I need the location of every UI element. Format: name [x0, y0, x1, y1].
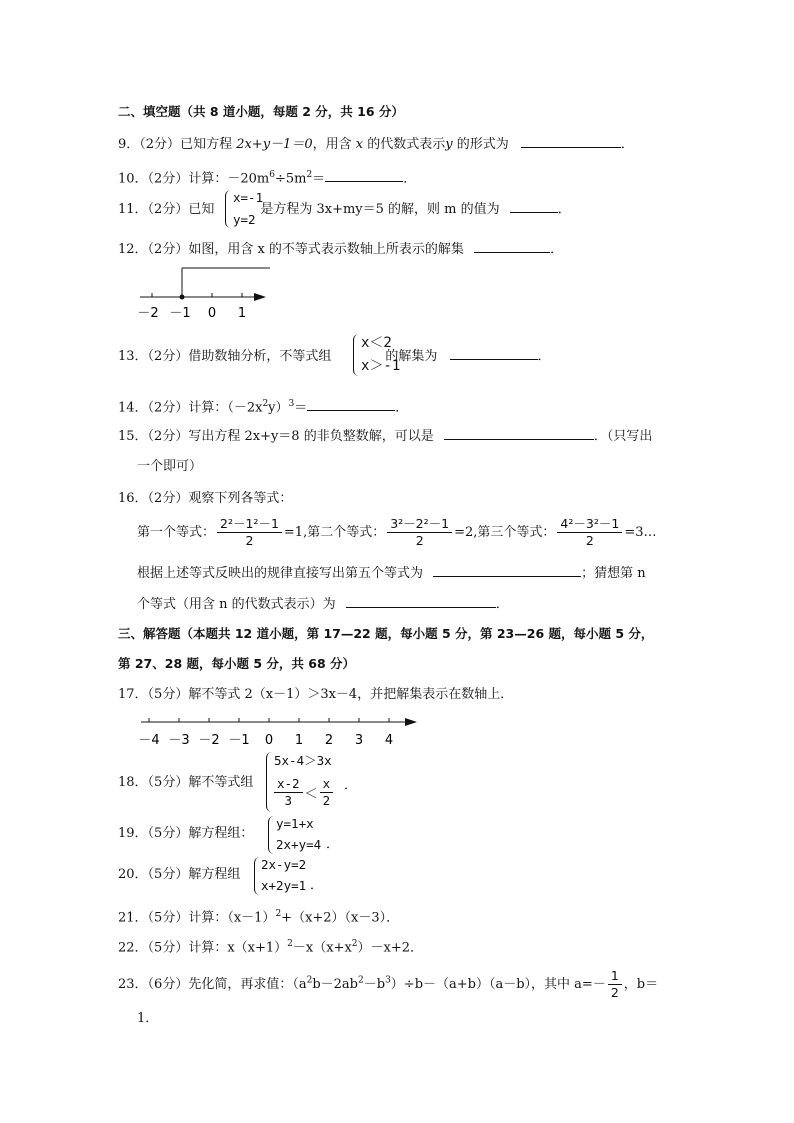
q12-axis-arrow: [254, 293, 266, 301]
q23-number: 23．: [118, 977, 148, 992]
question-20: [118, 866, 240, 884]
q12-end: ．: [550, 242, 564, 257]
q19-number: 19．: [118, 826, 148, 841]
q11-text-a: 已知: [188, 202, 215, 217]
q22-exp2: 2: [351, 939, 358, 949]
q11-text-b: 是方程为 3x+my＝5 的解，则 m 的值为: [260, 202, 500, 217]
q12-solid-point: [180, 295, 185, 300]
q23-e1: 2: [306, 975, 313, 986]
q20-eq2: x+2y=1: [261, 878, 307, 893]
q22-score: （5分）: [147, 940, 189, 956]
q17-number: 17．: [118, 687, 148, 702]
q10-text3: ＝: [312, 171, 326, 187]
question-16: [118, 490, 292, 508]
q15-number: 15．: [118, 429, 148, 444]
q20-brace: [254, 857, 260, 895]
q9-equation: 2x+y－1＝0: [236, 137, 313, 152]
q9-text-b: ，用含: [312, 137, 356, 152]
q16-ex2-label: 第二个等式：: [307, 525, 386, 540]
q12-answer-blank[interactable]: [474, 239, 550, 253]
q19-brace: [268, 816, 274, 854]
q16-ex3-res: =3…: [624, 525, 657, 540]
question-18: [118, 774, 253, 792]
q20-eq1: 2x-y=2: [261, 857, 307, 872]
q16-end: ．: [495, 597, 509, 612]
q14-text: 计算：（－2x: [188, 400, 263, 416]
q16-ex1-res: =1,: [283, 525, 308, 540]
q18-ineq2: [272, 776, 335, 809]
q18-number: 18．: [118, 775, 148, 790]
q16-answer-blank-2[interactable]: [346, 594, 496, 608]
q18-frac2-num: x: [320, 776, 334, 793]
q10-exp2: 2: [306, 170, 313, 180]
question-12: [118, 239, 563, 259]
q16-ex3-num: 4²－3²－1: [557, 516, 622, 533]
q22-number: 22．: [118, 940, 148, 956]
q15-answer-blank[interactable]: [444, 426, 594, 440]
q18-frac2-den: 2: [322, 793, 331, 808]
q13-answer-blank[interactable]: [450, 346, 538, 360]
section-3-title: 三、解答题（本题共 12 道小题，第 17—22 题，每小题 5 分，第 23—26 题，每小题 5 分，: [118, 626, 654, 641]
q9-var: x: [355, 137, 364, 152]
q11-score: （2分）: [147, 202, 189, 217]
q13-end: ．: [537, 349, 551, 364]
q15-end: ．（只写出: [593, 429, 653, 444]
question-21: [118, 905, 399, 927]
q13-number: 13．: [118, 349, 148, 364]
q14-score: （2分）: [147, 400, 189, 416]
q16-ex2-num: 3²－2²－1: [387, 516, 452, 533]
q16-ex3-den: 2: [585, 533, 594, 548]
q14-exp1: 2: [262, 399, 269, 409]
q17-label: 0: [264, 733, 274, 748]
q17-score: （5分）: [147, 687, 189, 702]
q13-ineq2: x＞-1: [361, 358, 401, 374]
q12-number: 12．: [118, 242, 148, 257]
q18-end: ．: [344, 778, 358, 793]
q18-frac1-num: x-2: [274, 776, 303, 793]
q14-answer-blank[interactable]: [307, 397, 395, 411]
q20-number: 20．: [118, 867, 148, 882]
q19-eq1: y=1+x: [276, 816, 314, 831]
q23-e2: 2: [358, 975, 364, 986]
q18-text: 解不等式组: [188, 775, 254, 790]
q13-brace: [353, 334, 359, 376]
q16-number: 16．: [118, 491, 148, 506]
q9-text-d: 的形式为: [452, 137, 509, 152]
q10-text: 计算：－20m: [188, 171, 270, 187]
q18-score: （5分）: [147, 775, 189, 790]
question-22: [118, 935, 423, 957]
q9-score: （2分）: [139, 137, 181, 152]
q19-end: ．: [326, 837, 340, 852]
q14-text2: y）: [268, 400, 289, 416]
q16-ex1-fraction: [217, 516, 282, 549]
q23-t3: －b: [363, 977, 386, 992]
q12-score: （2分）: [147, 242, 189, 257]
q17-label: 2: [324, 733, 334, 748]
q17-label: －3: [168, 733, 190, 748]
q17-text: 解不等式 2（x－1）＞3x－4，并把解集表示在数轴上．: [188, 687, 514, 702]
q16-line3-b: ；猜想第 n: [581, 566, 646, 581]
q11-brace: [225, 190, 231, 228]
q20-score: （5分）: [147, 867, 189, 882]
q10-end: ．: [403, 171, 417, 187]
q18-frac1: [274, 776, 303, 809]
q16-ex1-num: 2²－1²－1: [217, 516, 282, 533]
q17-label: 1: [294, 733, 304, 748]
q21-score: （5分）: [147, 910, 189, 926]
q14-exp2: 3: [288, 399, 295, 409]
q20-text: 解方程组: [188, 867, 241, 882]
q16-line3-a: 根据上述等式反映出的规律直接写出第五个等式为: [137, 566, 424, 581]
question-11: [118, 199, 571, 219]
question-15: [118, 426, 652, 446]
q20-end: ．: [310, 878, 324, 893]
q14-end: ．: [395, 400, 409, 416]
q10-answer-blank[interactable]: [325, 168, 403, 182]
q16-line4: [137, 594, 509, 614]
question-23: [118, 968, 658, 1001]
q11-answer-blank[interactable]: [510, 199, 558, 213]
q19-eq2: 2x+y=4: [276, 837, 322, 852]
q17-label: 3: [354, 733, 364, 748]
q21-text2: +（x+2）（x－3）．: [281, 910, 400, 926]
q16-ex2-res: =2,: [454, 525, 478, 540]
q9-end: ．: [620, 137, 634, 152]
q10-exp1: 6: [269, 170, 275, 180]
question-13: [118, 346, 551, 366]
q21-exp: 2: [275, 909, 282, 919]
q12-label: －1: [169, 306, 191, 321]
section-3-title-cont: 第 27、28 题，每小题 5 分，共 68 分）: [118, 656, 355, 671]
q12-label: －2: [137, 306, 159, 321]
q9-text: 已知方程: [180, 137, 237, 152]
question-19: [118, 825, 253, 843]
q11-number: 11．: [118, 202, 148, 217]
q22-text: 计算：x（x+1）: [188, 940, 288, 956]
q9-answer-blank[interactable]: [521, 134, 621, 148]
q23-score: （6分）: [147, 977, 189, 992]
q18-ineq1: 5x-4＞3x: [274, 753, 332, 768]
q19-score: （5分）: [147, 826, 189, 841]
question-17: [118, 686, 513, 704]
q22-exp: 2: [287, 939, 293, 949]
q16-line3: [137, 563, 646, 583]
q9-var2: y: [445, 137, 453, 152]
q23-fraction: [608, 968, 622, 1001]
q17-label: －4: [138, 733, 160, 748]
q18-frac2: [320, 776, 334, 809]
q23-t4: ）÷b－（a+b）（a－b），其中 a=－: [390, 977, 606, 992]
q11-eq2: y=2: [233, 212, 256, 227]
q17-label: －1: [228, 733, 250, 748]
q10-number: 10．: [118, 171, 148, 187]
q11-end: ．: [557, 202, 571, 217]
question-14: [118, 395, 408, 417]
q23-text: 先化简，再求值：（a: [188, 977, 307, 992]
q15-score: （2分）: [147, 429, 189, 444]
q9-text-c: 的代数式表示: [363, 137, 446, 152]
q12-label: 1: [237, 306, 247, 321]
q13-ineq1: x＜2: [361, 335, 392, 351]
q10-score: （2分）: [147, 171, 189, 187]
q13-score: （2分）: [147, 349, 189, 364]
q23-e3: 3: [385, 975, 391, 986]
q18-lt: ＜: [304, 787, 318, 802]
q16-examples: [137, 516, 656, 549]
q21-number: 21．: [118, 910, 148, 926]
q16-text: 观察下列各等式：: [188, 491, 293, 506]
question-9: [118, 134, 634, 154]
q16-line4-a: 个等式（用含 n 的代数式表示）为: [137, 597, 336, 612]
q16-ex3-label: 第三个等式：: [477, 525, 556, 540]
q13-text-a: 借助数轴分析，不等式组: [188, 349, 332, 364]
q17-number-line: [135, 712, 425, 750]
q13-text-b: 的解集为: [385, 349, 438, 364]
q12-text: 如图，用含 x 的不等式表示数轴上所表示的解集: [188, 242, 464, 257]
q10-text2: ÷5m: [274, 171, 307, 187]
q17-axis-arrow: [405, 718, 417, 726]
q16-ex1-label: 第一个等式：: [137, 525, 216, 540]
q16-answer-blank-1[interactable]: [433, 563, 581, 577]
q11-eq1: x=-1: [233, 190, 264, 205]
q21-text: 计算：（x－1）: [188, 910, 276, 926]
q22-text2: －x（x+x: [292, 940, 352, 956]
section-2-title: 二、填空题（共 8 道小题，每题 2 分，共 16 分）: [118, 104, 404, 119]
q14-number: 14．: [118, 400, 148, 416]
q15-text: 写出方程 2x+y＝8 的非负整数解，可以是: [188, 429, 434, 444]
q16-ex3-fraction: [557, 516, 622, 549]
q23-t5: ，b＝: [623, 977, 659, 992]
q15-continuation: 一个即可）: [137, 459, 203, 474]
q22-text3: ）－x+2．: [357, 940, 424, 956]
q16-score: （2分）: [147, 491, 189, 506]
q12-number-line: [130, 262, 280, 322]
q23-frac-num: 1: [608, 968, 622, 985]
q17-label: －2: [198, 733, 220, 748]
q12-label: 0: [207, 306, 217, 321]
q16-ex1-den: 2: [245, 533, 254, 548]
question-10: [118, 166, 416, 188]
q23-continuation: 1．: [137, 1011, 159, 1026]
q17-label: 4: [384, 733, 394, 748]
q9-number: 9．: [118, 137, 140, 152]
q23-frac-den: 2: [610, 985, 619, 1000]
q19-text: 解方程组：: [188, 826, 254, 841]
q16-ex2-den: 2: [415, 533, 424, 548]
q14-text3: ＝: [294, 400, 308, 416]
q16-ex2-fraction: [387, 516, 452, 549]
q23-t2: b－2ab: [312, 977, 358, 992]
q18-frac1-den: 3: [284, 793, 293, 808]
